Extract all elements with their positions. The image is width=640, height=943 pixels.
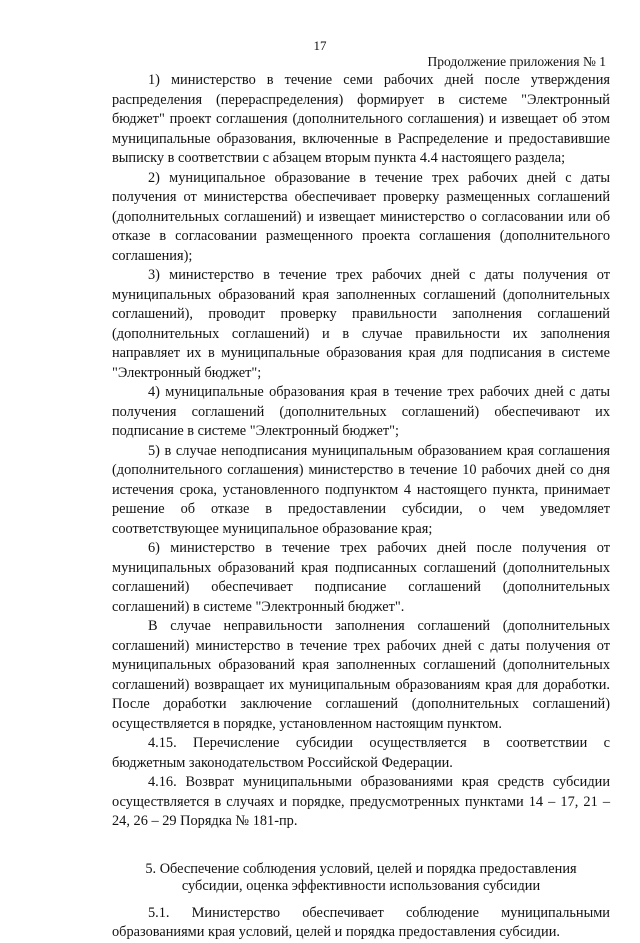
paragraph-item-4: 4) муниципальные образования края в течение трех рабочих дней с даты получения соглашений (дополнительных соглашений) обеспечивают их подписание в системе "Электронный бюджет"; <box>112 384 610 439</box>
page-number: 17 <box>313 38 327 53</box>
paragraph-item-5: 5) в случае неподписания муниципальным образованием края соглашения (дополнительного соглашения) министерство в течение 10 рабочих дней со дня истечения срока, установленного подпунктом 4 настоящего пункта, принимает решение об отказе в предоставлении субсидии, о чем уведомляет соответствующее муниципальное образование края; <box>112 442 610 537</box>
paragraph-incorrect-filling: В случае неправильности заполнения соглашений (дополнительных соглашений) министерство в течение трех рабочих дней с даты получения от муниципальных образований края заполненных соглашений (дополнительных соглашений) возвращает их муниципальным образованиям края для доработки. После доработки заключение соглашений (дополнительных соглашений) осуществляется в порядке, установленном настоящим пунктом. <box>112 618 610 732</box>
paragraph-item-1: 1) министерство в течение семи рабочих дней после утверждения распределения (перераспределения) формирует в системе "Электронный бюджет" проект соглашения (дополнительного соглашения) и извещает об этом муниципальные образования, включенные в Распределение и предоставившие выписку в соответствии с абзацем вторым пункта 4.4 настоящего раздела; <box>112 72 610 166</box>
clause-4-16: 4.16. Возврат муниципальными образованиями края средств субсидии осуществляется в случаях и порядке, предусмотренных пунктами 14 – 17, 21 – 24, 26 – 29 Порядка № 181-пр. <box>112 774 610 829</box>
paragraph-item-3: 3) министерство в течение трех рабочих дней с даты получения от муниципальных образований края заполненных соглашений (дополнительных соглашений), проводит проверку правильности заполнения соглашений (дополнительных соглашений) и в случае правильности их заполнения направляет их в муниципальные образования края для подписания в системе "Электронный бюджет"; <box>112 267 610 381</box>
section-5-heading <box>112 861 610 895</box>
section-5-heading-line-2: субсидии, оценка эффективности использования субсидии <box>181 877 541 894</box>
appendix-continuation-note: Продолжение приложения № 1 <box>427 54 606 69</box>
section-5-heading-line-1: 5. Обеспечение соблюдения условий, целей и порядка предоставления <box>145 860 577 877</box>
paragraph-item-6: 6) министерство в течение трех рабочих дней после получения от муниципальных образований края подписанных соглашений (дополнительных соглашений) обеспечивает подписание соглашений (дополнительных соглашений) в системе "Электронный бюджет". <box>112 540 610 615</box>
paragraph-item-2: 2) муниципальное образование в течение трех рабочих дней с даты получения от министерства обеспечивает проверку размещенных соглашений (дополнительных соглашений) и извещает министерство о согласовании или об отказе в согласовании размещенного проекта соглашения (дополнительного соглашения); <box>112 169 610 264</box>
clause-4-15: 4.15. Перечисление субсидии осуществляется в соответствии с бюджетным законодательством Российской Федерации. <box>112 735 610 771</box>
document-body <box>112 71 610 943</box>
clause-5-1: 5.1. Министерство обеспечивает соблюдение муниципальными образованиями края условий, целей и порядка предоставления субсидии. <box>112 904 610 940</box>
